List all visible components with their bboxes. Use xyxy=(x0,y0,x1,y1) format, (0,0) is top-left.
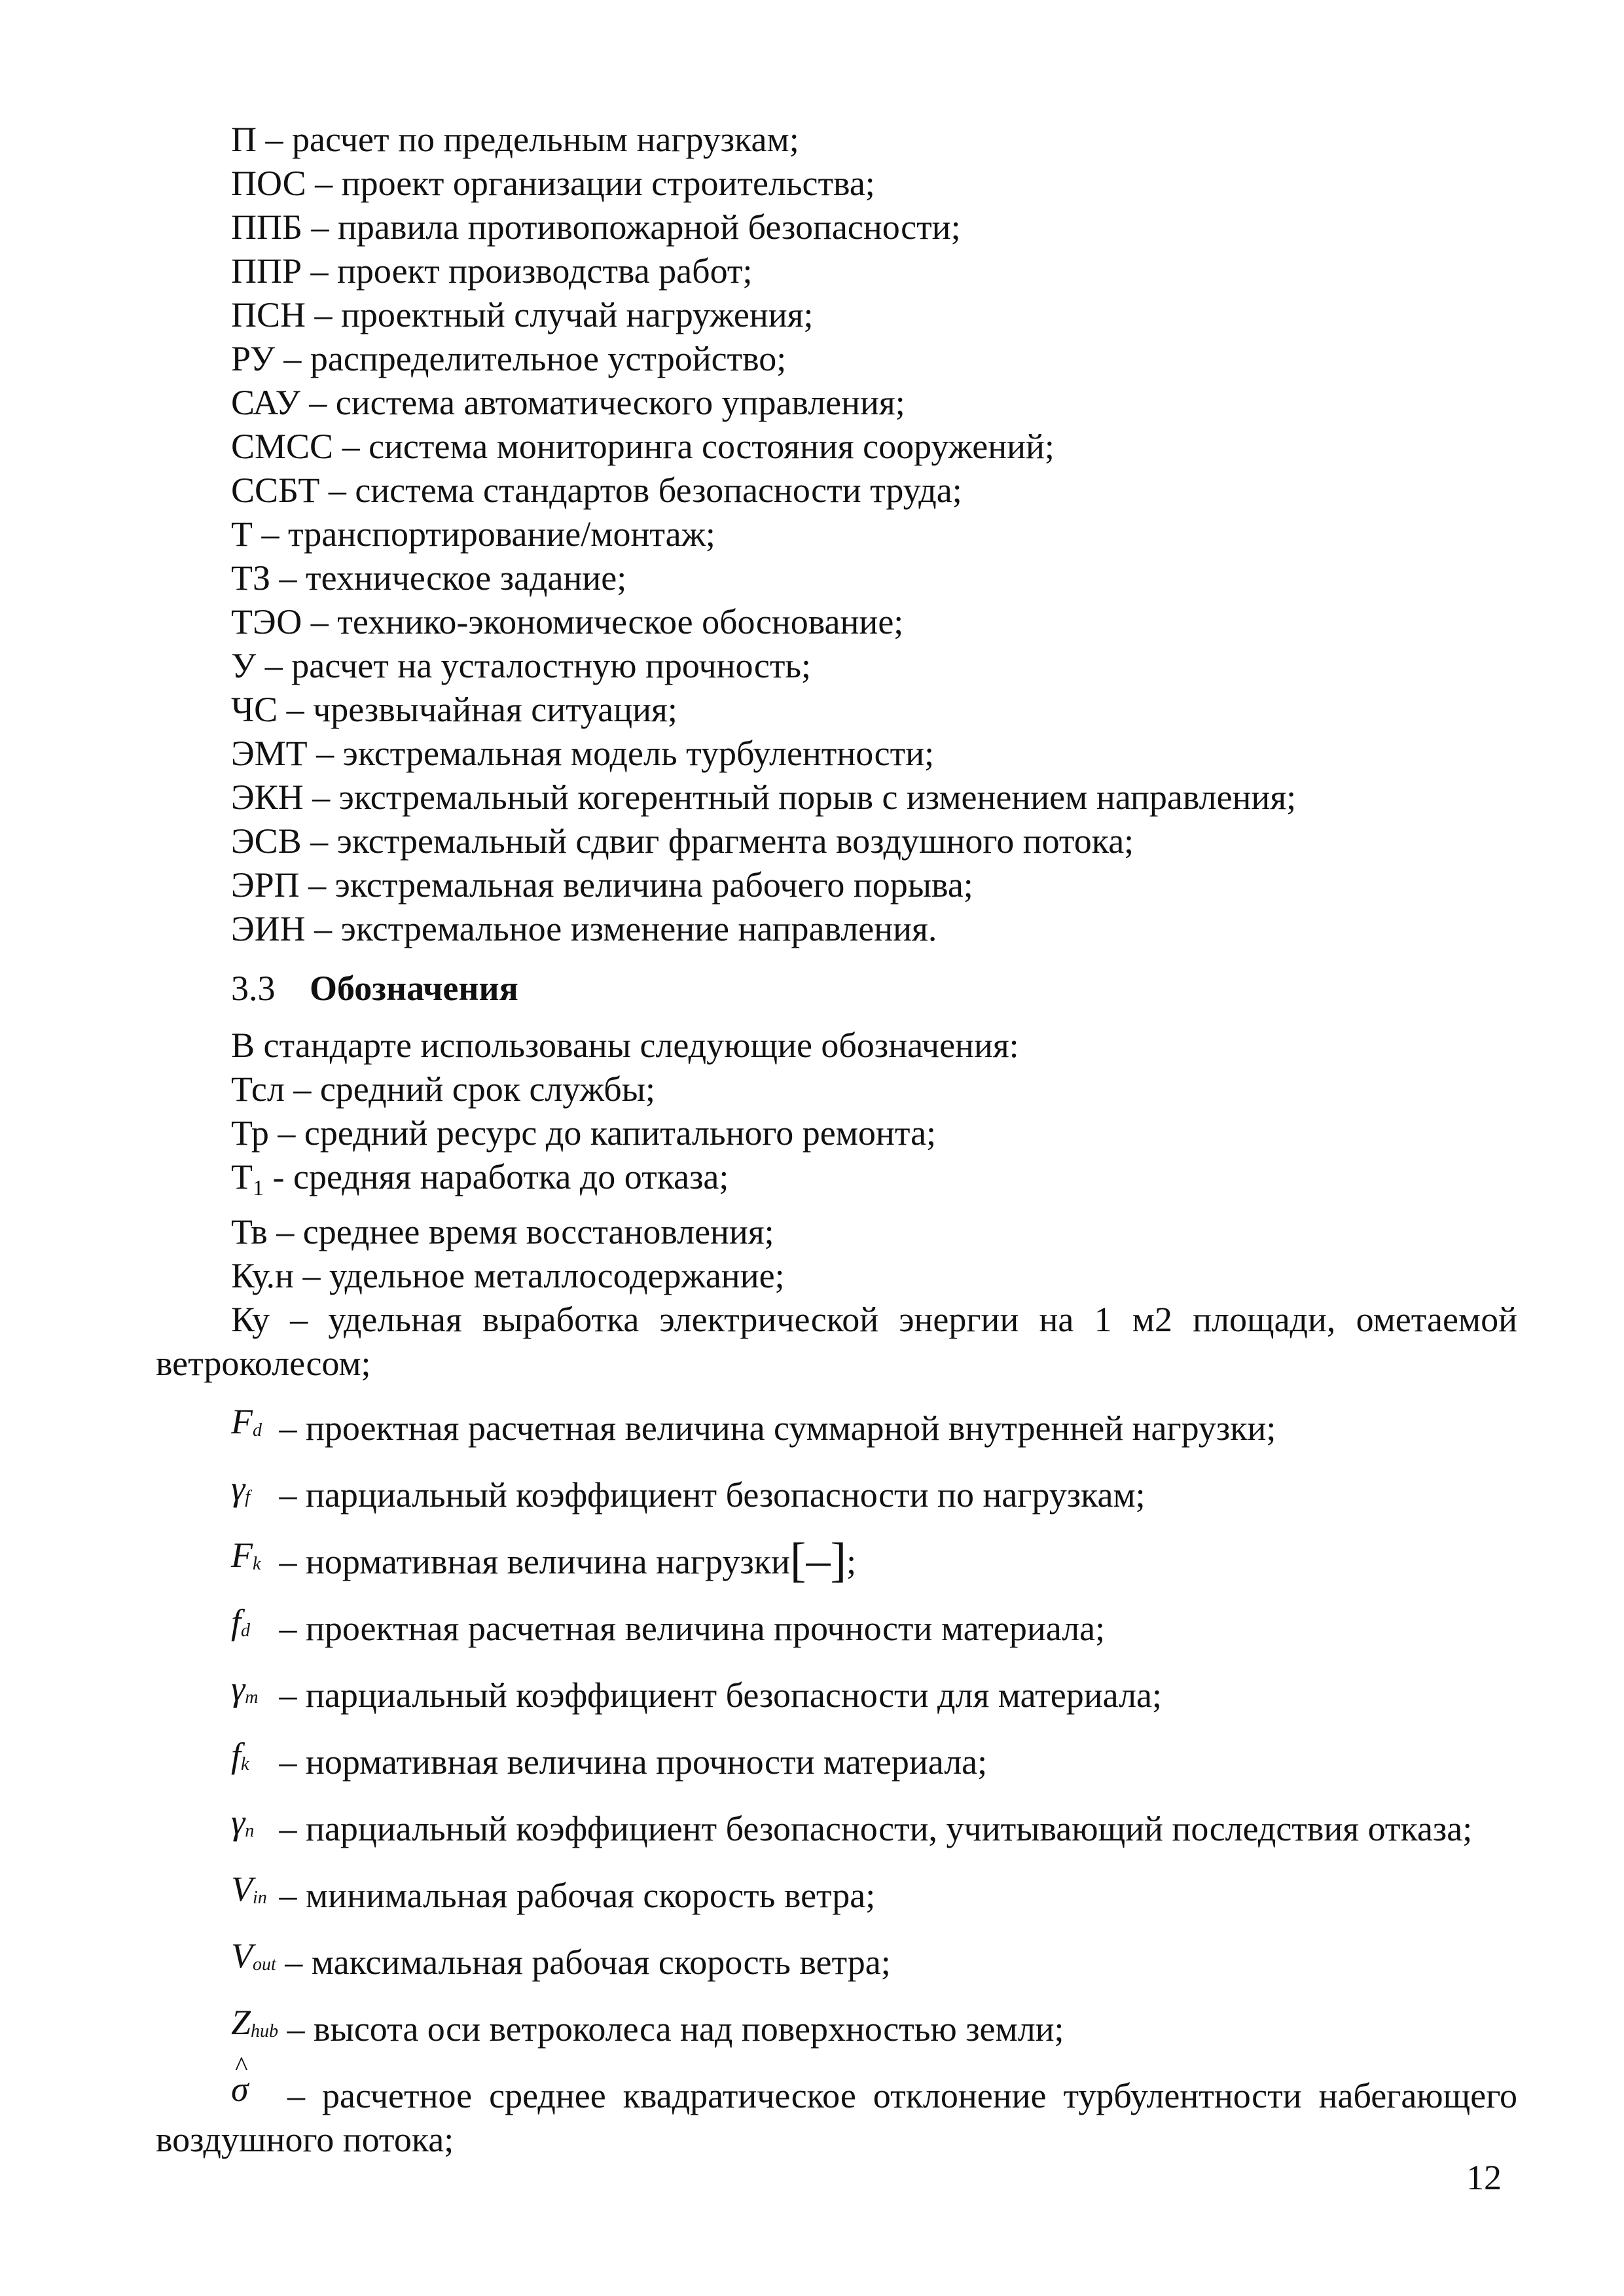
abbreviation-item: РУ – распределительное устройство; xyxy=(231,339,787,378)
abbreviation-item: ЧС – чрезвычайная ситуация; xyxy=(231,690,677,729)
symbol-description: – проектная расчетная величина прочности материала; xyxy=(270,1609,1106,1648)
symbol-item xyxy=(156,1534,1517,1586)
abbreviation-item: ЭРП – экстремальная величина рабочего порыва; xyxy=(231,865,973,905)
math-symbol: $f_k$ xyxy=(231,1736,249,1775)
symbol-tail: ; xyxy=(846,1542,857,1581)
symbol-item xyxy=(156,1734,1517,1786)
symbol-description: – парциальный коэффициент безопасности, учитывающий последствия отказа; xyxy=(270,1809,1473,1848)
abbreviation-item: ЭМТ – экстремальная модель турбулентности; xyxy=(231,734,935,773)
math-symbol: $V_{out}$ xyxy=(231,1936,276,1975)
unit-bracket: [–] xyxy=(789,1534,847,1587)
symbol-description: – минимальная рабочая скорость ветра; xyxy=(270,1876,876,1915)
abbreviation-item: ППР – проект производства работ; xyxy=(231,251,753,291)
math-symbol: $\gamma_n$ xyxy=(231,1803,255,1842)
abbreviation-item: ТЗ – техническое задание; xyxy=(231,558,627,598)
symbol-item xyxy=(156,1600,1517,1653)
symbol-item: Ку – удельная выработка электрической энергии на 1 м2 площади, ометаемой ветроколесом; xyxy=(156,1300,1517,1383)
abbreviation-item: ТЭО – технико-экономическое обоснование; xyxy=(231,602,904,641)
abbreviation-item: СМСС – система мониторинга состояния сооружений; xyxy=(231,427,1055,466)
symbol-item xyxy=(156,1867,1517,1920)
abbreviation-item: ПОС – проект организации строительства; xyxy=(231,164,875,203)
math-symbol: $Z_{hub}$ xyxy=(231,2003,279,2042)
symbol-item xyxy=(156,2068,1517,2162)
symbol-item xyxy=(156,2001,1517,2053)
math-symbol: $\gamma_m$ xyxy=(231,1669,259,1708)
math-symbol: $F_d$ xyxy=(231,1402,262,1441)
abbreviation-item: ЭИН – экстремальное изменение направления. xyxy=(231,909,937,948)
abbreviation-item: ССБТ – система стандартов безопасности труда; xyxy=(231,471,962,510)
symbol-item xyxy=(156,1934,1517,1986)
symbol-item: Тсл – средний срок службы; xyxy=(231,1069,655,1109)
document-page xyxy=(156,118,1517,2162)
abbreviation-item: Т – транспортирование/монтаж; xyxy=(231,514,715,554)
symbol-subscript: 1 xyxy=(253,1176,264,1200)
symbol-item: Тв – среднее время восстановления; xyxy=(231,1212,774,1251)
abbreviation-item: ЭКН – экстремальный когерентный порыв с изменением направления; xyxy=(231,778,1297,817)
symbol-description: – парциальный коэффициент безопасности по нагрузкам; xyxy=(270,1475,1146,1515)
abbreviation-item: ЭСВ – экстремальный сдвиг фрагмента воздушного потока; xyxy=(231,821,1134,861)
section-heading xyxy=(156,967,1517,1011)
intro-text: В стандарте использованы следующие обозначения: xyxy=(231,1026,1019,1065)
symbol-description: - средняя наработка до отказа; xyxy=(264,1157,729,1196)
math-symbol: $\gamma_f$ xyxy=(231,1469,251,1508)
symbol-item xyxy=(156,1801,1517,1853)
symbol-description: – нормативная величина нагрузки xyxy=(270,1542,790,1581)
symbol-description: – проектная расчетная величина суммарной внутренней нагрузки; xyxy=(270,1408,1276,1448)
math-symbol: $F_k$ xyxy=(231,1535,261,1575)
page-number: 12 xyxy=(1466,2158,1502,2197)
section-number: 3.3 xyxy=(231,969,276,1008)
math-symbol: ^ σ xyxy=(231,2068,270,2111)
abbreviation-item: ПСН – проектный случай нагружения; xyxy=(231,295,814,334)
symbol-description: – максимальная рабочая скорость ветра; xyxy=(276,1943,891,1982)
symbol-item xyxy=(156,1467,1517,1519)
abbreviation-item: ППБ – правила противопожарной безопасности; xyxy=(231,207,961,247)
symbol-item: Тр – средний ресурс до капитального ремонта; xyxy=(231,1113,937,1153)
symbol-item xyxy=(156,1400,1517,1452)
symbol-description: – высота оси ветроколеса над поверхностью земли; xyxy=(278,2009,1064,2049)
symbol-item: Ку.н – удельное металлосодержание; xyxy=(231,1256,785,1295)
abbreviation-list xyxy=(156,118,1517,951)
math-symbol: $f_d$ xyxy=(231,1602,251,1641)
math-symbol: $V_{in}$ xyxy=(231,1869,267,1909)
symbol-item xyxy=(156,1155,1517,1210)
symbol-description: – расчетное среднее квадратическое отклонение турбулентности набегающего воздушного потока; xyxy=(156,2076,1517,2159)
symbol-base: Т xyxy=(231,1157,253,1196)
symbol-description: – парциальный коэффициент безопасности для материала; xyxy=(270,1676,1162,1715)
symbol-description: – нормативная величина прочности материала; xyxy=(270,1742,988,1782)
abbreviation-item: У – расчет на усталостную прочность; xyxy=(231,646,812,685)
section-title: Обозначения xyxy=(310,969,518,1008)
abbreviation-item: САУ – система автоматического управления; xyxy=(231,383,905,422)
abbreviation-item: П – расчет по предельным нагрузкам; xyxy=(231,120,799,159)
symbol-item xyxy=(156,1667,1517,1719)
